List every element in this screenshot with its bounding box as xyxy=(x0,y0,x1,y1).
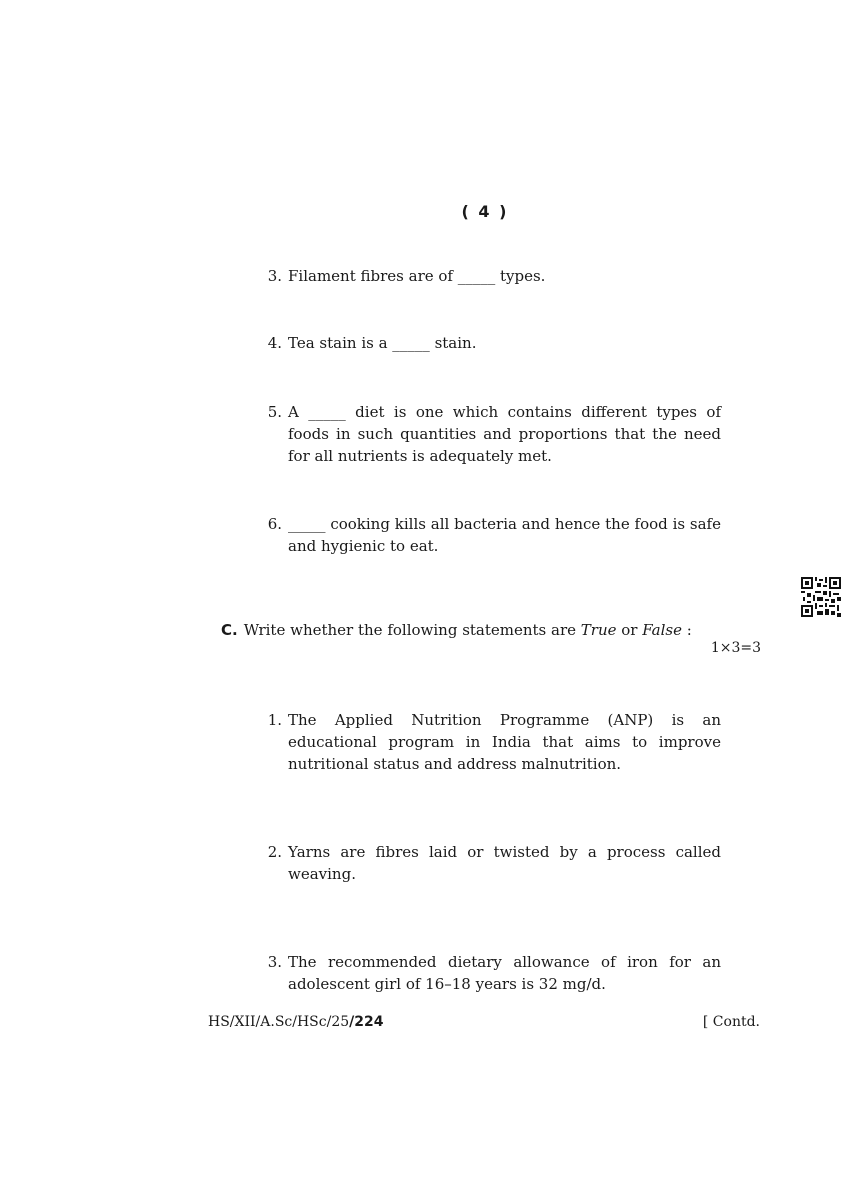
question-item xyxy=(256,841,721,885)
question-number: 4. xyxy=(267,334,282,352)
marks-label: 1×3=3 xyxy=(710,640,761,656)
or-word: or xyxy=(616,621,643,639)
question-text: The Applied Nutrition Programme (ANP) is an educational program in India that aims to improve nutritional status and address malnutrition. xyxy=(288,711,721,773)
section-letter: C. xyxy=(221,621,238,639)
instruction-text: Write whether the following statements are xyxy=(243,621,581,639)
question-number: 1. xyxy=(267,711,282,729)
false-word: False xyxy=(642,621,682,639)
paper-code-suffix: /224 xyxy=(349,1014,384,1030)
question-item xyxy=(256,332,721,354)
true-word: True xyxy=(580,621,617,639)
colon: : xyxy=(681,621,692,639)
question-text: Filament fibres are of _____ types. xyxy=(288,267,546,285)
continued-label: [ Contd. xyxy=(702,1014,760,1030)
question-text: A _____ diet is one which contains different types of foods in such quantities and proportions that the need for all nutrients is adequately met. xyxy=(288,403,721,465)
question-number: 5. xyxy=(267,403,282,421)
question-text: Tea stain is a _____ stain. xyxy=(288,334,477,352)
section-c-instruction xyxy=(221,619,761,641)
question-text: Yarns are fibres laid or twisted by a process called weaving. xyxy=(288,843,721,883)
question-number: 6. xyxy=(267,515,282,533)
page-number: ( 4 ) xyxy=(461,202,509,221)
qr-code-icon xyxy=(801,577,841,617)
question-item xyxy=(256,709,721,775)
question-item xyxy=(256,513,721,557)
question-item xyxy=(256,265,721,287)
question-number: 2. xyxy=(267,843,282,861)
question-number: 3. xyxy=(267,953,282,971)
question-item xyxy=(256,401,721,467)
question-item xyxy=(256,951,721,995)
question-text: The recommended dietary allowance of iron for an adolescent girl of 16–18 years is 32 mg/d. xyxy=(288,953,721,993)
paper-code xyxy=(208,1014,384,1030)
question-text: _____ cooking kills all bacteria and hence the food is safe and hygienic to eat. xyxy=(288,515,721,555)
question-number: 3. xyxy=(267,267,282,285)
paper-code-prefix: HS/XII/A.Sc/HSc/25 xyxy=(208,1014,350,1030)
